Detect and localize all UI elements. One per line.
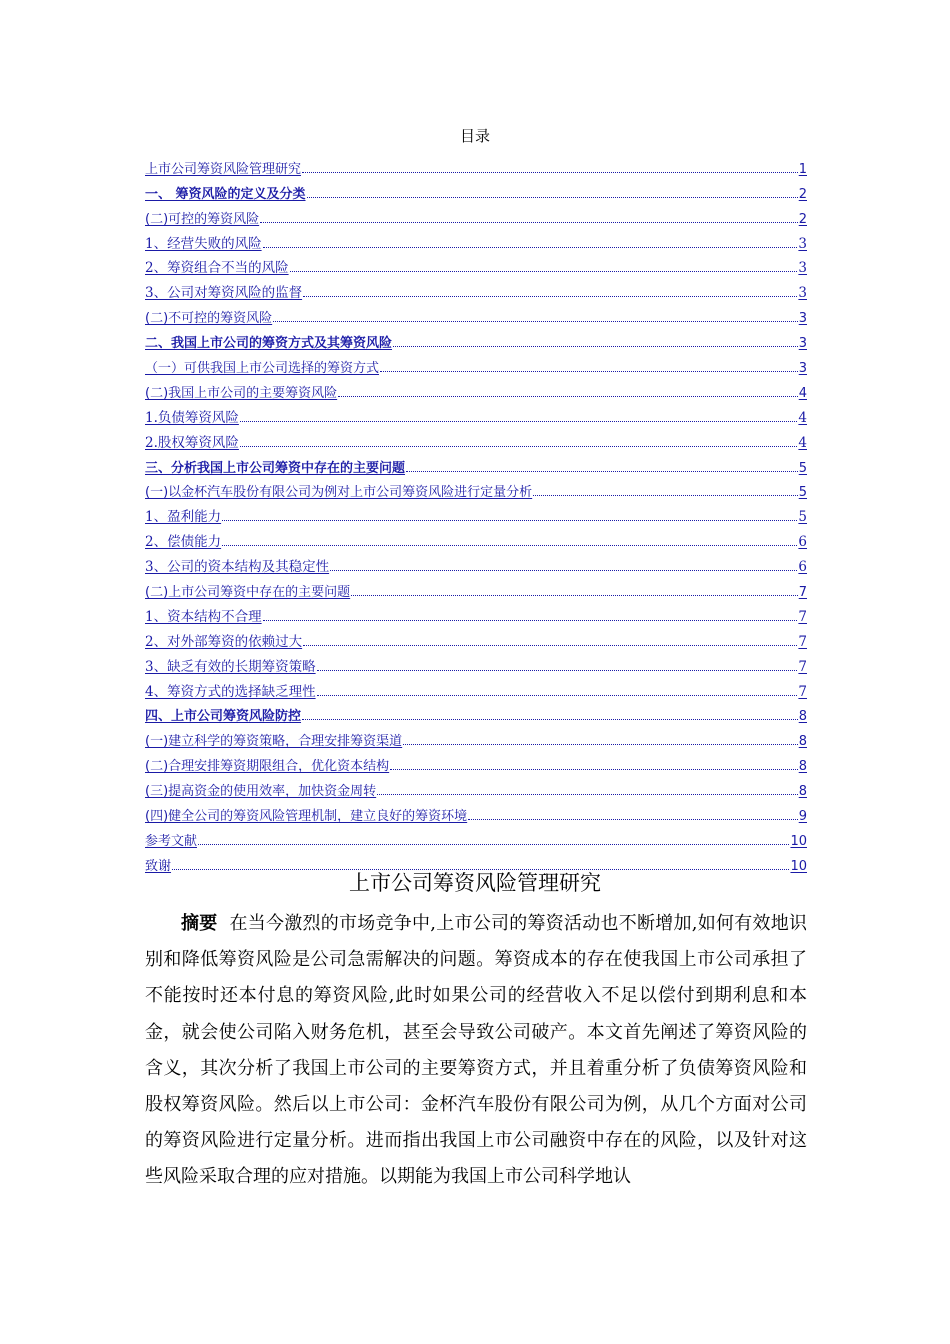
toc-entry[interactable] — [145, 675, 807, 700]
toc-leader-dots — [263, 246, 798, 248]
toc-entry-label: 2.股权筹资风险 — [145, 434, 239, 451]
toc-entry-label: 参考文献 — [145, 833, 198, 849]
toc-entry-label: 3、缺乏有效的长期筹资策略 — [145, 658, 316, 675]
toc-entry-page-number: 7 — [798, 658, 807, 675]
toc-entry[interactable] — [145, 152, 807, 177]
toc-entry-page-number: 9 — [798, 809, 807, 825]
toc-leader-dots — [303, 295, 797, 297]
toc-entry-label: (二)不可控的筹资风险 — [145, 311, 273, 327]
toc-entry-page-number: 3 — [798, 336, 807, 352]
toc-entry-page-number: 8 — [798, 784, 807, 800]
table-of-contents — [145, 152, 807, 874]
toc-entry-label: （一）可供我国上市公司选择的筹资方式 — [145, 361, 380, 377]
toc-entry-label: (二)我国上市公司的主要筹资风险 — [145, 385, 338, 401]
toc-entry-label: (二)上市公司筹资中存在的主要问题 — [145, 585, 351, 601]
toc-entry[interactable] — [145, 550, 807, 575]
toc-entry-page-number: 2 — [798, 211, 807, 227]
toc-entry-page-number: 2 — [798, 186, 807, 202]
toc-leader-dots — [263, 619, 798, 621]
toc-entry[interactable] — [145, 625, 807, 650]
toc-entry-label: (四)健全公司的筹资风险管理机制，建立良好的筹资环境 — [145, 809, 468, 825]
toc-entry-label: 致谢 — [145, 858, 172, 874]
toc-leader-dots — [380, 370, 798, 372]
toc-entry[interactable] — [145, 301, 807, 326]
toc-leader-dots — [222, 519, 797, 521]
toc-entry[interactable] — [145, 276, 807, 301]
toc-entry-page-number: 8 — [798, 759, 807, 775]
toc-entry-page-number: 8 — [798, 734, 807, 750]
toc-leader-dots — [377, 793, 798, 795]
toc-leader-dots — [317, 694, 798, 696]
toc-title: 目录 — [459, 127, 490, 145]
abstract-keyword: 摘要 — [181, 913, 218, 934]
toc-entry[interactable] — [145, 252, 807, 277]
toc-entry-page-number: 3 — [798, 260, 807, 277]
toc-entry[interactable] — [145, 575, 807, 600]
toc-entry-label: 1、经营失败的风险 — [145, 235, 262, 252]
toc-entry[interactable] — [145, 227, 807, 252]
toc-entry-page-number: 4 — [798, 409, 807, 426]
toc-entry[interactable] — [145, 749, 807, 774]
toc-entry-page-number: 3 — [798, 361, 807, 377]
toc-entry[interactable] — [145, 202, 807, 227]
toc-entry-page-number: 5 — [798, 485, 807, 501]
toc-entry-label: 三、分析我国上市公司筹资中存在的主要问题 — [145, 460, 406, 476]
toc-entry-label: 2、筹资组合不当的风险 — [145, 260, 289, 277]
toc-entry-page-number: 7 — [798, 633, 807, 650]
toc-entry-label: 1.负债筹资风险 — [145, 409, 239, 426]
toc-entry[interactable] — [145, 824, 807, 849]
toc-entry-label: (二)可控的筹资风险 — [145, 211, 260, 227]
toc-leader-dots — [303, 644, 797, 646]
toc-entry-label: 3、公司的资本结构及其稳定性 — [145, 559, 330, 576]
toc-leader-dots — [351, 594, 798, 596]
toc-entry-label: 一、 筹资风险的定义及分类 — [145, 186, 306, 202]
toc-entry[interactable] — [145, 177, 807, 202]
toc-entry-label: 2、对外部筹资的依赖过大 — [145, 633, 303, 650]
toc-entry-label: 上市公司筹资风险管理研究 — [145, 161, 302, 177]
toc-leader-dots — [240, 420, 798, 422]
toc-entry[interactable] — [145, 401, 807, 426]
toc-entry-label: 3、公司对筹资风险的监督 — [145, 285, 303, 302]
toc-entry[interactable] — [145, 500, 807, 525]
toc-leader-dots — [390, 768, 798, 770]
toc-entry-page-number: 6 — [798, 534, 807, 551]
toc-entry[interactable] — [145, 476, 807, 501]
toc-leader-dots — [260, 221, 798, 223]
toc-entry-page-number: 7 — [798, 683, 807, 700]
toc-entry[interactable] — [145, 700, 807, 725]
toc-leader-dots — [393, 345, 798, 347]
toc-entry-page-number: 10 — [790, 833, 807, 849]
toc-leader-dots — [468, 818, 798, 820]
toc-entry-label: (二)合理安排筹资期限组合，优化资本结构 — [145, 759, 390, 775]
toc-leader-dots — [317, 669, 798, 671]
toc-entry-page-number: 7 — [798, 585, 807, 601]
toc-entry-page-number: 3 — [798, 235, 807, 252]
toc-entry[interactable] — [145, 351, 807, 376]
toc-leader-dots — [302, 718, 798, 720]
toc-leader-dots — [273, 320, 798, 322]
toc-entry-page-number: 8 — [798, 709, 807, 725]
toc-entry[interactable] — [145, 774, 807, 799]
toc-entry-page-number: 3 — [798, 311, 807, 327]
toc-entry-label: (一)以金杯汽车股份有限公司为例对上市公司筹资风险进行定量分析 — [145, 485, 533, 501]
toc-entry[interactable] — [145, 650, 807, 675]
toc-leader-dots — [222, 544, 797, 546]
toc-entry[interactable] — [145, 600, 807, 625]
toc-entry[interactable] — [145, 426, 807, 451]
toc-leader-dots — [403, 743, 798, 745]
toc-entry[interactable] — [145, 799, 807, 824]
toc-entry-page-number: 6 — [798, 559, 807, 576]
toc-leader-dots — [290, 270, 798, 272]
toc-leader-dots — [240, 445, 798, 447]
toc-leader-dots — [307, 196, 798, 198]
toc-entry-label: (一)建立科学的筹资策略，合理安排筹资渠道 — [145, 734, 403, 750]
toc-entry-label: 4、筹资方式的选择缺乏理性 — [145, 683, 316, 700]
toc-entry-label: 1、盈利能力 — [145, 509, 222, 526]
toc-entry-page-number: 5 — [798, 509, 807, 526]
toc-entry-label: 1、资本结构不合理 — [145, 608, 262, 625]
toc-entry-page-number: 4 — [798, 385, 807, 401]
toc-leader-dots — [302, 171, 798, 173]
toc-entry[interactable] — [145, 451, 807, 476]
toc-entry[interactable] — [145, 376, 807, 401]
toc-entry-page-number: 4 — [798, 434, 807, 451]
toc-entry-page-number: 5 — [798, 460, 807, 476]
toc-entry[interactable] — [145, 326, 807, 351]
toc-leader-dots — [198, 843, 789, 845]
toc-entry-label: (三)提高资金的使用效率，加快资金周转 — [145, 784, 377, 800]
toc-entry-page-number: 7 — [798, 608, 807, 625]
toc-entry-page-number: 3 — [798, 285, 807, 302]
toc-entry-label: 四、上市公司筹资风险防控 — [145, 709, 302, 725]
toc-leader-dots — [533, 494, 798, 496]
toc-entry-page-number: 10 — [790, 858, 807, 874]
abstract-text: 在当今激烈的市场竞争中,上市公司的筹资活动也不断增加,如何有效地识别和降低筹资风险是公司急需解决的问题。筹资成本的存在使我国上市公司承担了不能按时还本付息的筹资风险,此时如果公司的经营收入不足以偿付到期利息和本金，就会使公司陷入财务危机，甚至会导致公司破产。本文首先阐述了筹资风险的含义，其次分析了我国上市公司的主要筹资方式，并且着重分析了负债筹资风险和股权筹资风险。然后以上市公司：金杯汽车股份有限公司为例，从几个方面对公司的筹资风险进行定量分析。进而指出我国上市公司融资中存在的风险，以及针对这些风险采取合理的应对措施。以期能为我国上市公司科学地认 — [145, 913, 807, 1188]
document-title: 上市公司筹资风险管理研究 — [349, 871, 601, 895]
abstract-paragraph — [145, 906, 807, 1196]
toc-leader-dots — [406, 470, 798, 472]
toc-leader-dots — [338, 395, 798, 397]
toc-entry-page-number: 1 — [798, 161, 807, 177]
toc-entry[interactable] — [145, 724, 807, 749]
toc-entry-label: 二、我国上市公司的筹资方式及其筹资风险 — [145, 336, 393, 352]
toc-entry[interactable] — [145, 525, 807, 550]
toc-leader-dots — [330, 569, 797, 571]
toc-entry-label: 2、偿债能力 — [145, 534, 222, 551]
